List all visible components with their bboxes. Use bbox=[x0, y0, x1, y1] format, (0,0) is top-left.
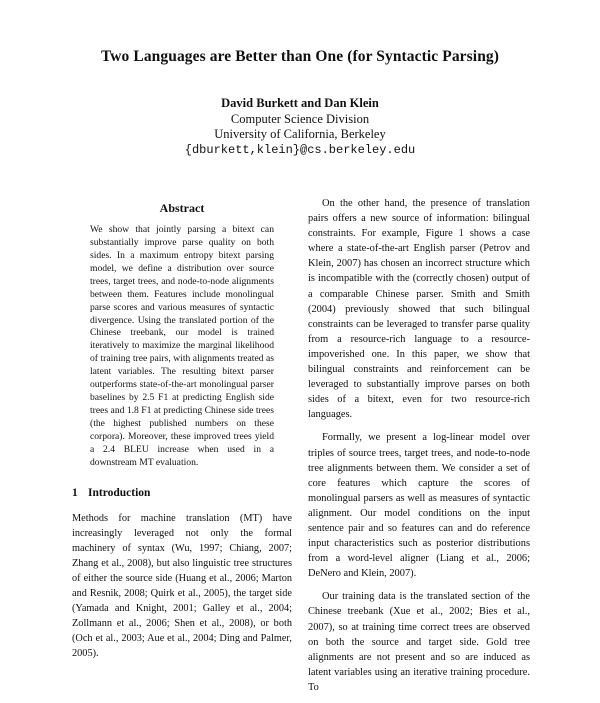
author-university: University of California, Berkeley bbox=[214, 127, 386, 141]
section-number: 1 bbox=[72, 487, 78, 500]
paper-title: Two Languages are Better than One (for Syntactic Parsing) bbox=[100, 48, 500, 65]
left-column bbox=[72, 196, 292, 661]
section-heading-introduction bbox=[72, 487, 292, 500]
paragraph-training-data: Our training data is the translated section of the Chinese treebank (Xue et al., 2002; Bies et al., 2007), so at training time correct trees are observed on both the source and target side. Gold tree alignments are not present and so are induced as latent variables using an iterative training procedure. To bbox=[308, 591, 530, 693]
abstract-heading: Abstract bbox=[159, 201, 205, 215]
paragraph-bilingual-constraints: On the other hand, the presence of translation pairs offers a new source of information: bilingual constraints. For example, Figure 1 shows a case where a state-of-the-art English parser (Petrov and Klein, 2007) has chosen an incorrect structure which is incompatible with the (correctly chosen) output of a comparable Chinese parser. Smith and Smith (2004) previously showed that such bilingual constraints can be leveraged to transfer parse quality from a resource-rich language to a resource-impoverished one. In this paper, we show that bilingual constraints and reinforcement can be leveraged to substantially improve parses on both sides of a bitext, even for two resource-rich languages. bbox=[308, 198, 530, 421]
author-email: {dburkett,klein}@cs.berkeley.edu bbox=[184, 142, 416, 157]
right-column bbox=[308, 196, 530, 703]
section-title: Introduction bbox=[88, 487, 151, 500]
paragraph-log-linear-model: Formally, we present a log-linear model over triples of source trees, target trees, and node-to-node tree alignments between them. We consider a set of core features which capture the scores of monolingual parsers as well as measures of syntactic alignment. Our model conditions on the input sentence pair and so features can and do reference input characteristics such as posterior distributions from a word-level aligner (Liang et al., 2006; DeNero and Klein, 2007). bbox=[308, 432, 530, 580]
introduction-paragraph: Methods for machine translation (MT) have increasingly leveraged not only the formal machinery of syntax (Wu, 1997; Chiang, 2007; Zhang et al., 2008), but also linguistic tree structures of either the source side (Huang et al., 2006; Marton and Resnik, 2008; Quirk et al., 2005), the target side (Yamada and Knight, 2001; Galley et al., 2004; Zollmann et al., 2006; Shen et al., 2008), or both (Och et al., 2003; Aue et al., 2004; Ding and Palmer, 2005). bbox=[72, 512, 292, 659]
author-division: Computer Science Division bbox=[230, 111, 370, 126]
abstract-text: We show that jointly parsing a bitext can substantially improve parse quality on both sides. In a maximum entropy bitext parsing model, we define a distribution over source trees, target trees, and node-to-node alignments between them. Features include monolingual parse scores and various measures of syntactic divergence. Using the translated portion of the Chinese treebank, our model is trained iteratively to maximize the marginal likelihood of training tree pairs, with alignments treated as latent variables. The resulting bitext parser outperforms state-of-the-art monolingual parser baselines by 2.5 F1 at predicting English side trees and 1.8 F1 at predicting Chinese side trees (the highest published numbers on these corpora). Moreover, these improved trees yield a 2.4 BLEU increase when used in a downstream MT evaluation. bbox=[90, 224, 274, 468]
author-names: David Burkett and Dan Klein bbox=[221, 96, 379, 110]
author-block bbox=[0, 96, 600, 158]
